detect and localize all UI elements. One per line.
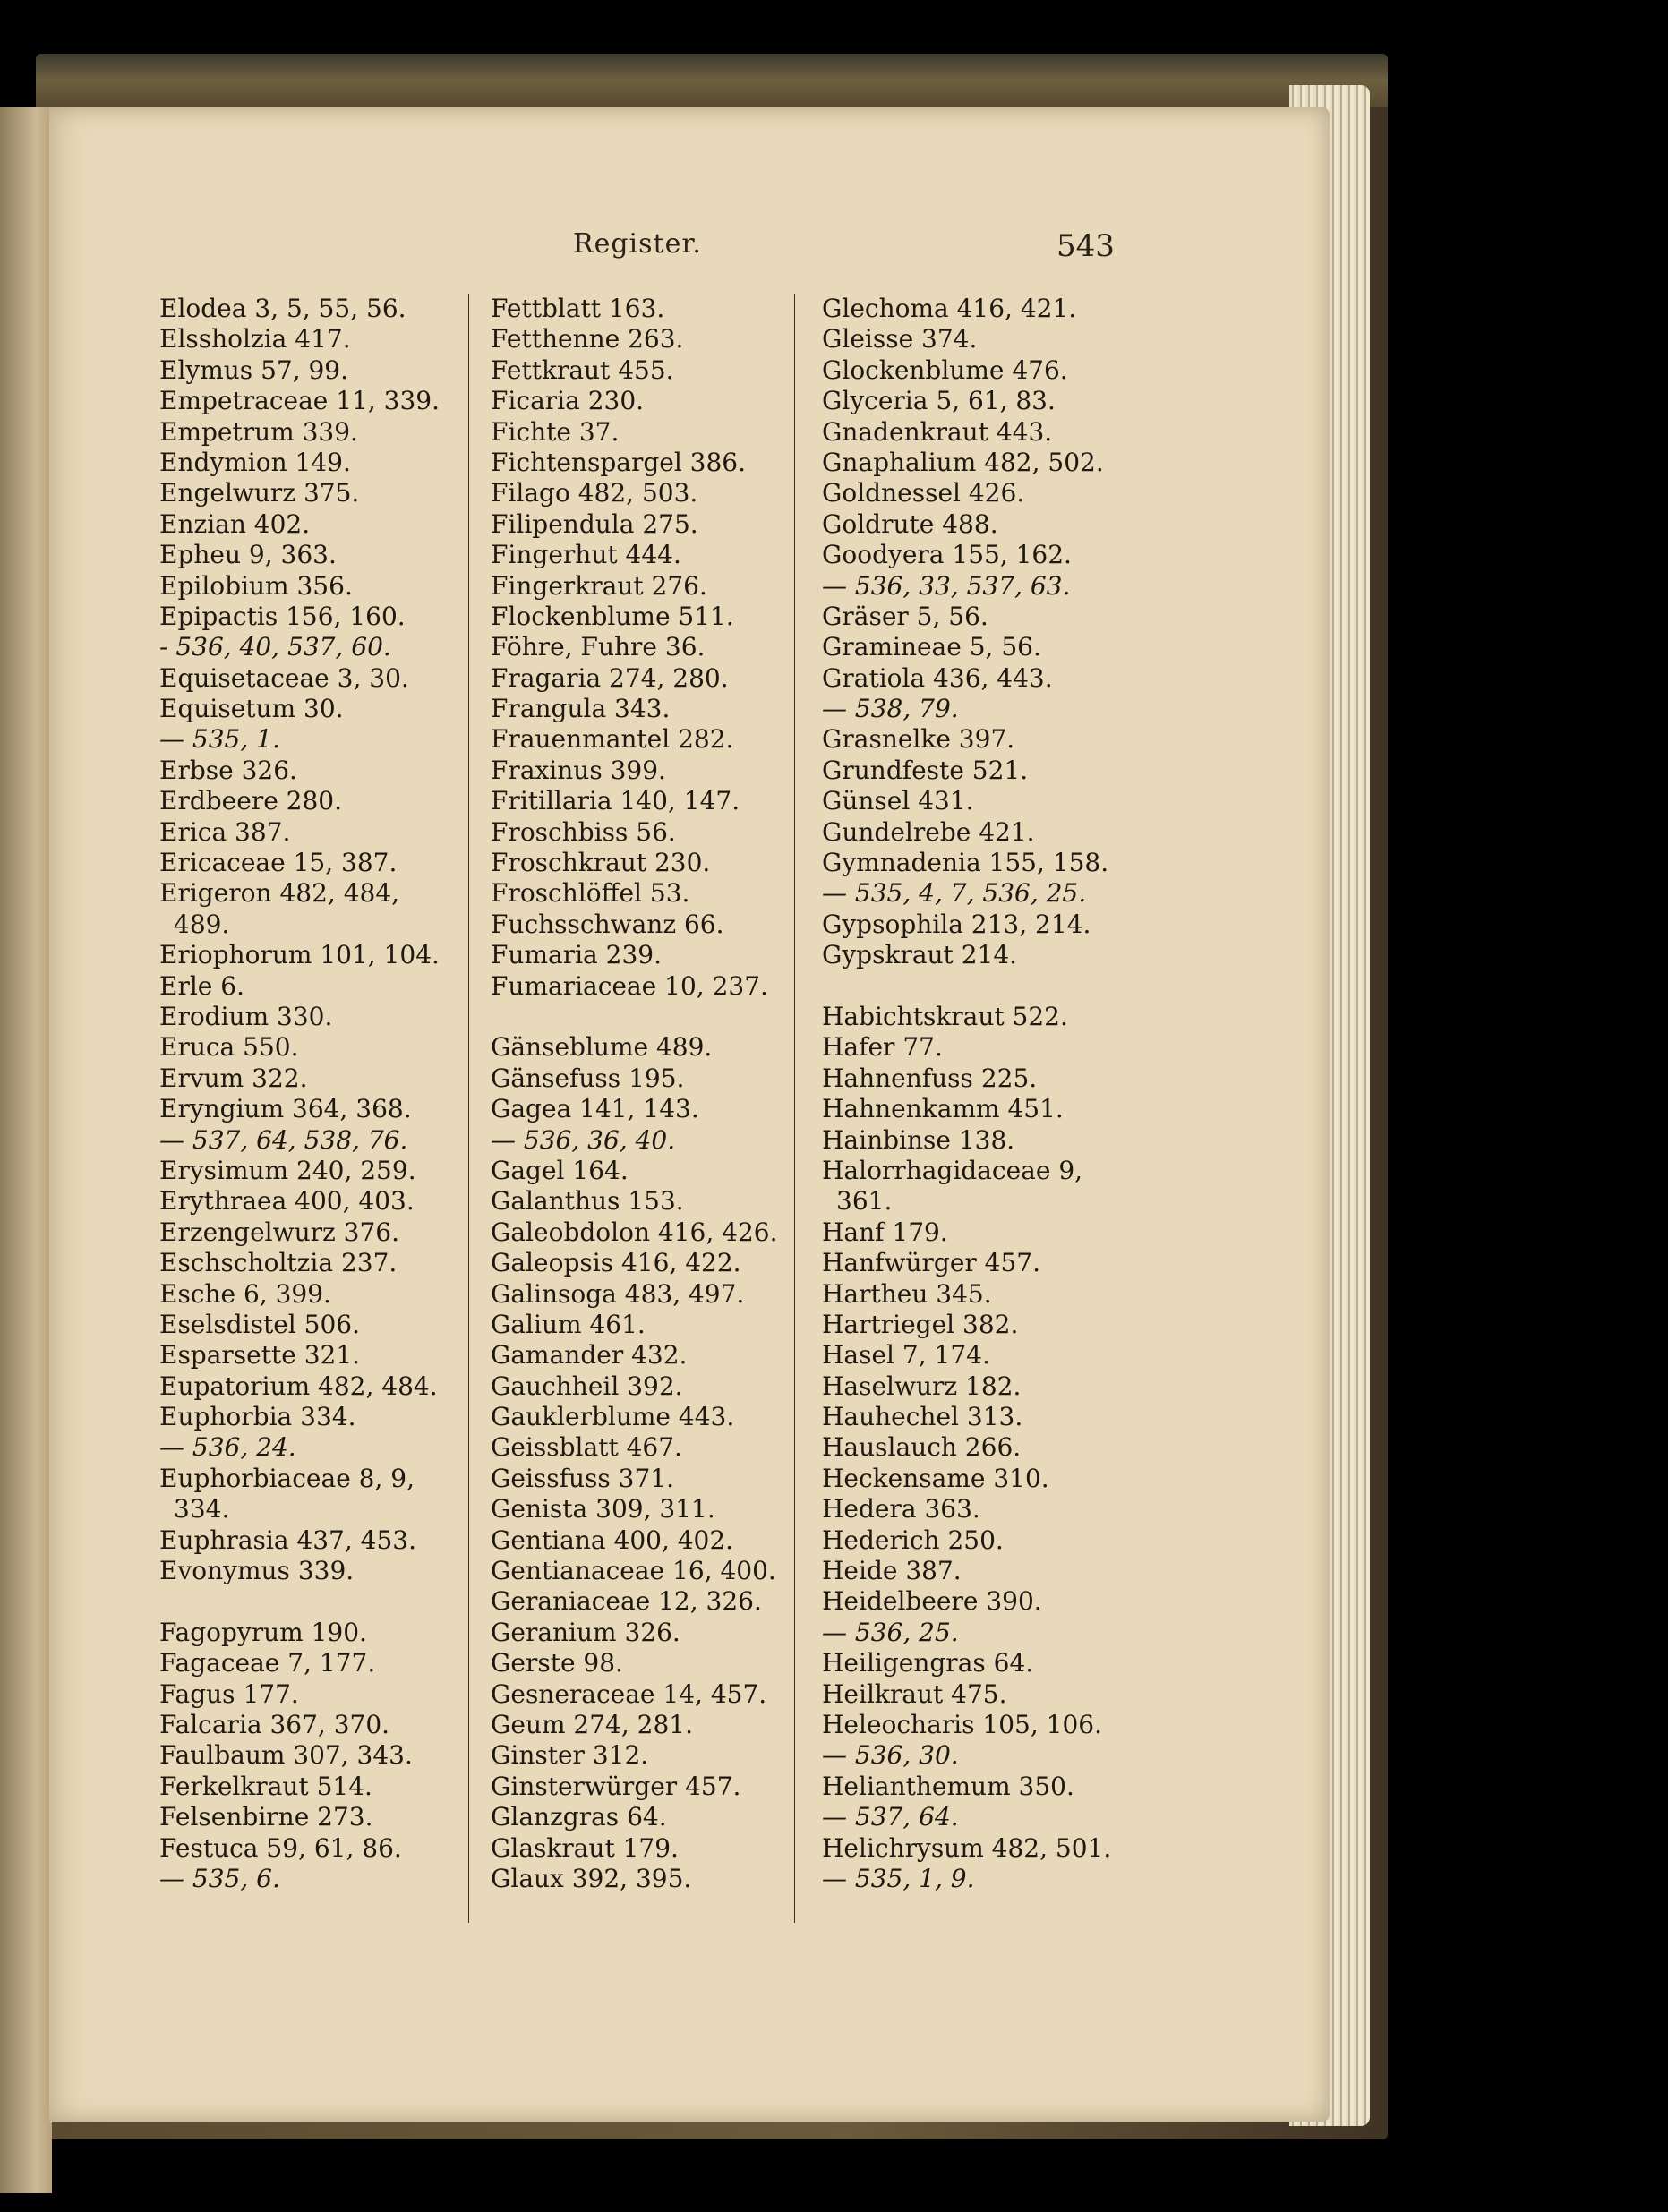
index-entry: Erodium 330. [159, 1001, 333, 1031]
index-entry: Equisetum 30. [159, 694, 344, 724]
index-entry: Filago 482, 503. [491, 478, 698, 508]
facing-page-edge [0, 107, 52, 2193]
index-entry: Gänseblume 489. [491, 1032, 713, 1063]
column-rule-2 [794, 294, 795, 1923]
index-entry: Galeobdolon 416, 426. [491, 1217, 778, 1247]
index-entry: Gramineae 5, 56. [822, 632, 1041, 662]
index-entry: Galinsoga 483, 497. [491, 1278, 745, 1309]
index-entry: Helichrysum 482, 501. [822, 1832, 1112, 1863]
index-entry: Gagel 164. [491, 1155, 629, 1185]
index-entry: Erythraea 400, 403. [159, 1186, 415, 1217]
index-entry: Fettblatt 163. [491, 294, 665, 323]
index-entry: Gauchheil 392. [491, 1371, 683, 1401]
index-entry: Geissblatt 467. [491, 1432, 682, 1463]
index-entry: Gypsophila 213, 214. [822, 909, 1091, 939]
index-entry: Eruca 550. [159, 1032, 299, 1063]
index-entry: Fraxinus 399. [491, 755, 666, 785]
index-entry: Falcaria 367, 370. [159, 1709, 390, 1739]
index-entry: Hahnenkamm 451. [822, 1094, 1064, 1124]
index-entry: Glaux 392, 395. [491, 1863, 692, 1893]
index-entry: Fingerhut 444. [491, 540, 681, 570]
index-entry: Heide 387. [822, 1556, 962, 1586]
index-entry: Epilobium 356. [159, 570, 353, 601]
index-entry: Faulbaum 307, 343. [159, 1740, 413, 1771]
index-entry: Hanfwürger 457. [822, 1248, 1041, 1278]
running-head [0, 228, 1668, 264]
index-entry: 334. [174, 1494, 230, 1524]
index-entry: Eriophorum 101, 104. [159, 940, 440, 970]
index-entry: Ginster 312. [491, 1740, 649, 1771]
index-entry: Hedera 363. [822, 1494, 980, 1524]
index-entry: Günsel 431. [822, 786, 974, 816]
index-entry: Heiligengras 64. [822, 1648, 1034, 1678]
index-entry: Glyceria 5, 61, 83. [822, 386, 1056, 416]
index-entry: 489. [174, 909, 230, 939]
index-entry: Erzengelwurz 376. [159, 1217, 400, 1247]
index-entry: Gauklerblume 443. [491, 1402, 735, 1432]
index-entry: Hafer 77. [822, 1032, 943, 1063]
index-entry: Goldrute 488. [822, 508, 998, 539]
index-entry: Goldnessel 426. [822, 478, 1025, 508]
index-entry: Froschkraut 230. [491, 848, 711, 878]
index-entry: Epipactis 156, 160. [159, 601, 406, 631]
index-entry: Ginsterwürger 457. [491, 1771, 741, 1801]
index-entry: Geranium 326. [491, 1617, 680, 1647]
index-entry: Gamander 432. [491, 1340, 688, 1371]
index-entry: Hartheu 345. [822, 1278, 992, 1309]
index-entry: — 536, 36, 40. [491, 1124, 676, 1155]
index-entry: Gnadenkraut 443. [822, 416, 1053, 447]
index-entry: Haselwurz 182. [822, 1371, 1022, 1401]
index-entry: Hauslauch 266. [822, 1432, 1022, 1463]
index-entry: Gräser 5, 56. [822, 601, 988, 631]
index-entry: Hanf 179. [822, 1217, 948, 1247]
index-entry: Erle 6. [159, 970, 244, 1001]
index-entry: Heidelbeere 390. [822, 1586, 1042, 1617]
index-entry: — 537, 64, 538, 76. [159, 1124, 408, 1155]
index-entry: Fettkraut 455. [491, 354, 674, 385]
index-entry: Erysimum 240, 259. [159, 1155, 416, 1185]
index-entry: Gypskraut 214. [822, 940, 1018, 970]
index-entry: Gentianaceae 16, 400. [491, 1556, 776, 1586]
index-entry: Glaskraut 179. [491, 1832, 679, 1863]
index-entry: Glechoma 416, 421. [822, 294, 1077, 323]
index-entry: Erigeron 482, 484, [159, 878, 400, 909]
index-entry: Glanzgras 64. [491, 1802, 667, 1832]
index-entry: Ervum 322. [159, 1063, 308, 1093]
index-entry: Fumaria 239. [491, 940, 662, 970]
index-entry: Gnaphalium 482, 502. [822, 447, 1104, 477]
index-entry: Empetraceae 11, 339. [159, 386, 441, 416]
index-entry: Föhre, Fuhre 36. [491, 632, 706, 662]
index-entry: Ficaria 230. [491, 386, 645, 416]
index-entry: Elssholzia 417. [159, 324, 351, 354]
index-entry: Fagaceae 7, 177. [159, 1648, 376, 1678]
index-entry: Equisetaceae 3, 30. [159, 662, 409, 693]
index-entry: Hainbinse 138. [822, 1124, 1015, 1155]
index-entry: — 538, 79. [822, 694, 959, 724]
index-entry: Galium 461. [491, 1309, 646, 1339]
index-entry: Fuchsschwanz 66. [491, 909, 724, 939]
index-entry: Hahnenfuss 225. [822, 1063, 1038, 1093]
index-entry: — 536, 24. [159, 1432, 296, 1463]
index-entry: Epheu 9, 363. [159, 540, 337, 570]
index-entry: Gänsefuss 195. [491, 1063, 685, 1093]
index-entry: Enzian 402. [159, 508, 311, 539]
index-entry: Froschlöffel 53. [491, 878, 690, 909]
index-entry: Endymion 149. [159, 447, 351, 477]
index-entry: Frangula 343. [491, 694, 671, 724]
index-entry: Heleocharis 105, 106. [822, 1709, 1102, 1739]
index-entry: Fagopyrum 190. [159, 1617, 367, 1647]
index-entry: Flockenblume 511. [491, 601, 734, 631]
index-entry: Habichtskraut 522. [822, 1001, 1068, 1031]
index-entry: Ferkelkraut 514. [159, 1771, 372, 1801]
index-entry: Esparsette 321. [159, 1340, 361, 1371]
index-entry: Erbse 326. [159, 755, 297, 785]
index-entry: Frauenmantel 282. [491, 724, 734, 755]
index-entry: Fagus 177. [159, 1678, 299, 1709]
index-entry: Felsenbirne 273. [159, 1802, 373, 1832]
index-column-3 [822, 294, 1126, 1894]
index-entry: — 536, 30. [822, 1740, 959, 1771]
index-entry: Euphorbia 334. [159, 1402, 356, 1432]
index-entry: Eryngium 364, 368. [159, 1094, 412, 1124]
index-entry: Erica 387. [159, 816, 291, 847]
index-entry: Eselsdistel 506. [159, 1309, 360, 1339]
index-entry: Elymus 57, 99. [159, 354, 349, 385]
index-entry: — 536, 33, 537, 63. [822, 570, 1071, 601]
index-entry: Gleisse 374. [822, 324, 978, 354]
index-entry: - 536, 40, 537, 60. [159, 632, 391, 662]
index-entry: Fingerkraut 276. [491, 570, 707, 601]
index-entry: Genista 309, 311. [491, 1494, 715, 1524]
index-entry: Engelwurz 375. [159, 478, 360, 508]
index-entry: Empetrum 339. [159, 416, 358, 447]
index-entry: Eupatorium 482, 484. [159, 1371, 438, 1401]
index-entry: Hasel 7, 174. [822, 1340, 990, 1371]
index-entry: Evonymus 339. [159, 1556, 355, 1586]
index-entry: Fritillaria 140, 147. [491, 786, 740, 816]
index-entry: Froschbiss 56. [491, 816, 676, 847]
index-entry: — 537, 64. [822, 1802, 959, 1832]
index-entry: Hederich 250. [822, 1524, 1004, 1555]
index-column-2 [491, 294, 786, 1894]
index-entry: Gentiana 400, 402. [491, 1524, 734, 1555]
index-entry: Heilkraut 475. [822, 1678, 1007, 1709]
index-entry: Heckensame 310. [822, 1463, 1049, 1493]
page-title: Register. [573, 228, 702, 260]
index-entry: Fichtenspargel 386. [491, 447, 747, 477]
index-entry: Geraniaceae 12, 326. [491, 1586, 762, 1617]
index-entry: Euphorbiaceae 8, 9, [159, 1463, 415, 1493]
index-entry: 361. [836, 1186, 893, 1217]
index-entry: Halorrhagidaceae 9, [822, 1155, 1083, 1185]
index-entry: Gerste 98. [491, 1648, 623, 1678]
index-entry: — 535, 1. [159, 724, 280, 755]
index-entry: Glockenblume 476. [822, 354, 1068, 385]
index-entry: Goodyera 155, 162. [822, 540, 1072, 570]
index-entry: Fragaria 274, 280. [491, 662, 729, 693]
index-entry: Gagea 141, 143. [491, 1094, 699, 1124]
index-entry: Eschscholtzia 237. [159, 1248, 398, 1278]
index-entry: Grundfeste 521. [822, 755, 1029, 785]
index-entry: Gratiola 436, 443. [822, 662, 1053, 693]
index-entry: Gesneraceae 14, 457. [491, 1678, 767, 1709]
index-entry: Geum 274, 281. [491, 1709, 694, 1739]
index-entry: Fetthenne 263. [491, 324, 684, 354]
index-column-1 [159, 294, 455, 1894]
index-entry: Elodea 3, 5, 55, 56. [159, 294, 406, 323]
index-entry: Euphrasia 437, 453. [159, 1524, 417, 1555]
index-entry: Festuca 59, 61, 86. [159, 1832, 402, 1863]
index-entry: Erdbeere 280. [159, 786, 343, 816]
index-entry: Gymnadenia 155, 158. [822, 848, 1109, 878]
index-entry: Galeopsis 416, 422. [491, 1248, 741, 1278]
index-entry: — 535, 6. [159, 1863, 280, 1893]
index-entry: Galanthus 153. [491, 1186, 684, 1217]
index-entry: Fumariaceae 10, 237. [491, 970, 768, 1001]
page-number: 543 [1056, 228, 1115, 264]
index-entry: Filipendula 275. [491, 508, 698, 539]
index-entry: Fichte 37. [491, 416, 620, 447]
index-entry: Esche 6, 399. [159, 1278, 331, 1309]
index-entry: — 535, 1, 9. [822, 1863, 975, 1893]
index-entry: Grasnelke 397. [822, 724, 1015, 755]
book-cover-top-edge [36, 54, 1388, 107]
index-entry: — 535, 4, 7, 536, 25. [822, 878, 1087, 909]
index-entry: Gundelrebe 421. [822, 816, 1035, 847]
index-entry: Geissfuss 371. [491, 1463, 675, 1493]
index-entry: — 536, 25. [822, 1617, 959, 1647]
index-entry: Helianthemum 350. [822, 1771, 1074, 1801]
index-entry: Hartriegel 382. [822, 1309, 1019, 1339]
index-entry: Hauhechel 313. [822, 1402, 1023, 1432]
column-rule-1 [468, 294, 469, 1923]
index-entry: Ericaceae 15, 387. [159, 848, 398, 878]
